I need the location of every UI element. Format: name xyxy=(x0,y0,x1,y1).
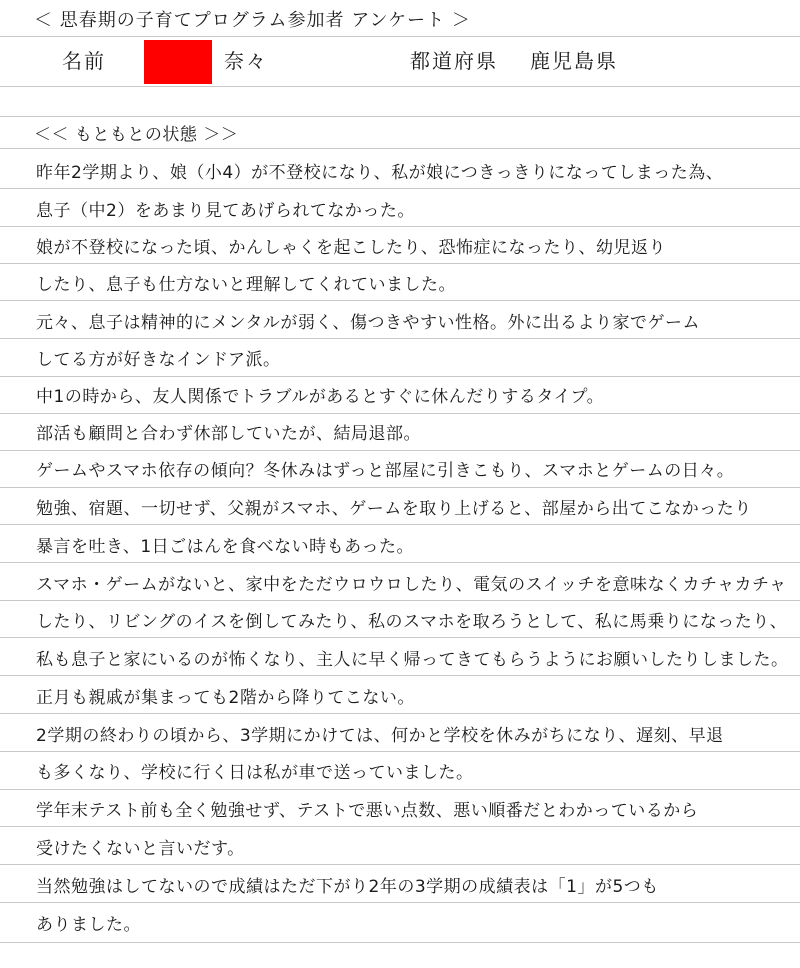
ruled-line xyxy=(0,902,800,903)
body-line: 当然勉強はしてないので成績はただ下がり2年の3学期の成績表は「1」が5つも xyxy=(36,877,659,897)
body-line: 勉強、宿題、一切せず、父親がスマホ、ゲームを取り上げると、部屋から出てこなかったり xyxy=(36,499,752,519)
ruled-line xyxy=(0,116,800,117)
ruled-line xyxy=(0,600,800,601)
redaction-block xyxy=(144,40,212,84)
body-line: 正月も親戚が集まっても2階から降りてこない。 xyxy=(36,688,415,708)
document-title: ＜ 思春期の子育てプログラム参加者 アンケート ＞ xyxy=(34,10,471,31)
body-line: 娘が不登校になった頃、かんしゃくを起こしたり、恐怖症になったり、幼児返り xyxy=(36,238,666,258)
ruled-line xyxy=(0,751,800,752)
ruled-line xyxy=(0,942,800,943)
name-label: 名前 xyxy=(62,49,106,73)
section-heading: ＜＜ もともとの状態 ＞＞ xyxy=(34,125,239,145)
body-line: も多くなり、学校に行く日は私が車で送っていました。 xyxy=(36,763,474,783)
body-line: 私も息子と家にいるのが怖くなり、主人に早く帰ってきてもらうようにお願いしたりしました。 xyxy=(36,650,789,670)
name-value: 奈々 xyxy=(224,49,268,73)
body-line: したり、リビングのイスを倒してみたり、私のスマホを取ろうとして、私に馬乗りになったり、 xyxy=(36,612,788,632)
ruled-line xyxy=(0,226,800,227)
ruled-line xyxy=(0,148,800,149)
ruled-line xyxy=(0,487,800,488)
ruled-line xyxy=(0,713,800,714)
body-line: ありました。 xyxy=(36,915,141,935)
ruled-line xyxy=(0,789,800,790)
body-line: 2学期の終わりの頃から、3学期にかけては、何かと学校を休みがちになり、遅刻、早退 xyxy=(36,726,724,746)
body-line: 受けたくないと言いだす。 xyxy=(36,839,245,859)
ruled-line xyxy=(0,300,800,301)
prefecture-label: 都道府県 xyxy=(410,49,498,73)
ruled-line xyxy=(0,562,800,563)
ruled-line xyxy=(0,413,800,414)
body-line: 中1の時から、友人関係でトラブルがあるとすぐに休んだりするタイプ。 xyxy=(36,387,605,407)
ruled-line xyxy=(0,450,800,451)
body-line: 元々、息子は精神的にメンタルが弱く、傷つきやすい性格。外に出るより家でゲーム xyxy=(36,313,700,333)
body-line: してる方が好きなインドア派。 xyxy=(36,350,281,370)
ruled-line xyxy=(0,864,800,865)
ruled-line xyxy=(0,86,800,87)
ruled-line xyxy=(0,637,800,638)
body-line: 暴言を吐き、1日ごはんを食べない時もあった。 xyxy=(36,537,414,557)
body-line: 部活も顧問と合わず休部していたが、結局退部。 xyxy=(36,424,421,444)
body-line: 学年末テスト前も全く勉強せず、テストで悪い点数、悪い順番だとわかっているから xyxy=(36,801,699,821)
prefecture-value: 鹿児島県 xyxy=(530,49,618,73)
body-line: 息子（中2）をあまり見てあげられてなかった。 xyxy=(36,201,415,221)
ruled-line xyxy=(0,524,800,525)
ruled-line xyxy=(0,36,800,37)
body-line: ゲームやスマホ依存の傾向？冬休みはずっと部屋に引きこもり、スマホとゲームの日々。 xyxy=(36,461,735,481)
ruled-line xyxy=(0,263,800,264)
body-line: 昨年2学期より、娘（小4）が不登校になり、私が娘につきっきりになってしまった為、 xyxy=(36,163,724,183)
ruled-line xyxy=(0,188,800,189)
body-line: したり、息子も仕方ないと理解してくれていました。 xyxy=(36,275,456,295)
ruled-line xyxy=(0,826,800,827)
ruled-line xyxy=(0,338,800,339)
body-line: スマホ・ゲームがないと、家中をただウロウロしたり、電気のスイッチを意味なくカチャカチャ xyxy=(36,575,787,595)
ruled-line xyxy=(0,675,800,676)
ruled-line xyxy=(0,376,800,377)
